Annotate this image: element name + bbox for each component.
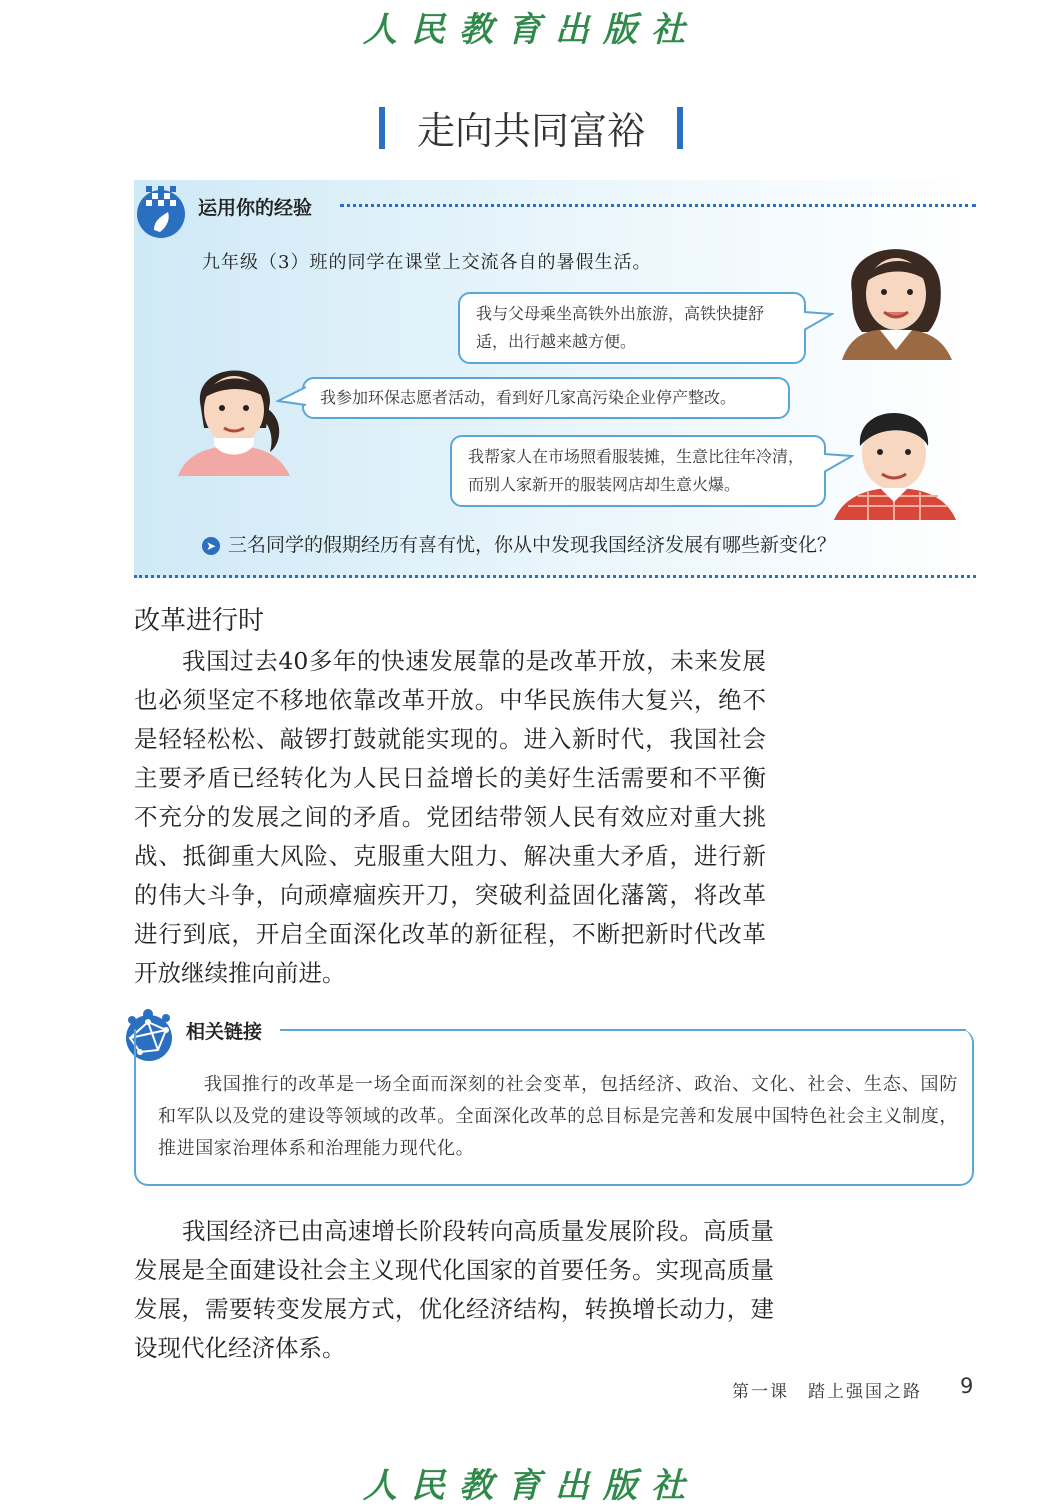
speech-bubble-1: 我与父母乘坐高铁外出旅游，高铁快捷舒适，出行越来越方便。 [458, 292, 806, 364]
experience-icon [134, 184, 188, 238]
body-paragraph-1: 我国过去40多年的快速发展靠的是改革开放，未来发展也必须坚定不移地依靠改革开放。中华民族伟大复兴，绝不是轻轻松松、敲锣打鼓就能实现的。进入新时代，我国社会主要矛盾已经转化为人民日益增长的美好生活需要和不平衡不充分的发展之间的矛盾。党团结带领人民有效应对重大挑战、抵御重大风险、克服重大阻力、解决重大矛盾，进行新的伟大斗争，向顽瘴痼疾开刀，突破利益固化藩篱，将改革进行到底，开启全面深化改革的新征程，不断把新时代改革开放继续推向前进。 [134, 647, 766, 987]
page-title [0, 100, 1062, 155]
related-link-heading: 相关链接 [186, 1021, 263, 1043]
title-bar-right [677, 107, 683, 149]
page-title-text: 走向共同富裕 [416, 109, 645, 153]
related-link-box [134, 1029, 974, 1186]
page-number: 9 [960, 1374, 974, 1398]
publisher-logo-bottom: 人民教育出版社 [363, 1466, 699, 1506]
footer-lesson-title: 第一课 踏上强国之路 [732, 1382, 922, 1402]
student-girl-long-hair-illustration [832, 232, 962, 360]
related-link-text: 我国推行的改革是一场全面而深刻的社会变革，包括经济、政治、文化、社会、生态、国防和军队以及党的建设等领域的改革。全面深化改革的总目标是完善和发展中国特色社会主义制度，推进国家治理体系和治理能力现代化。 [158, 1074, 958, 1159]
speech-bubble-2: 我参加环保志愿者活动，看到好几家高污染企业停产整改。 [302, 377, 790, 419]
student-boy-illustration [828, 396, 962, 520]
body-paragraph-2: 我国经济已由高速增长阶段转向高质量发展阶段。高质量发展是全面建设社会主义现代化国家的首要任务。实现高质量发展，需要转变发展方式，优化经济结构，转换增长动力，建设现代化经济体系。 [134, 1217, 774, 1362]
experience-bottom-dotted-line [134, 575, 976, 578]
arrow-right-icon: ➤ [202, 537, 220, 555]
section-heading: 改革进行时 [134, 606, 265, 636]
experience-dotted-line [340, 204, 976, 207]
bubble-1-tail [804, 310, 834, 334]
experience-box [134, 180, 976, 578]
speech-bubble-3: 我帮家人在市场照看服装摊，生意比往年冷清，而别人家新开的服装网店却生意火爆。 [450, 435, 826, 507]
student-girl-ponytail-illustration [174, 348, 298, 476]
title-bar-left [379, 107, 385, 149]
discussion-question-text: 三名同学的假期经历有喜有忧，你从中发现我国经济发展有哪些新变化？ [228, 534, 837, 556]
publisher-logo-top: 人民教育出版社 [363, 10, 699, 50]
experience-heading: 运用你的经验 [198, 197, 313, 219]
experience-intro: 九年级（3）班的同学在课堂上交流各自的暑假生活。 [202, 252, 652, 273]
discussion-question [202, 530, 836, 557]
